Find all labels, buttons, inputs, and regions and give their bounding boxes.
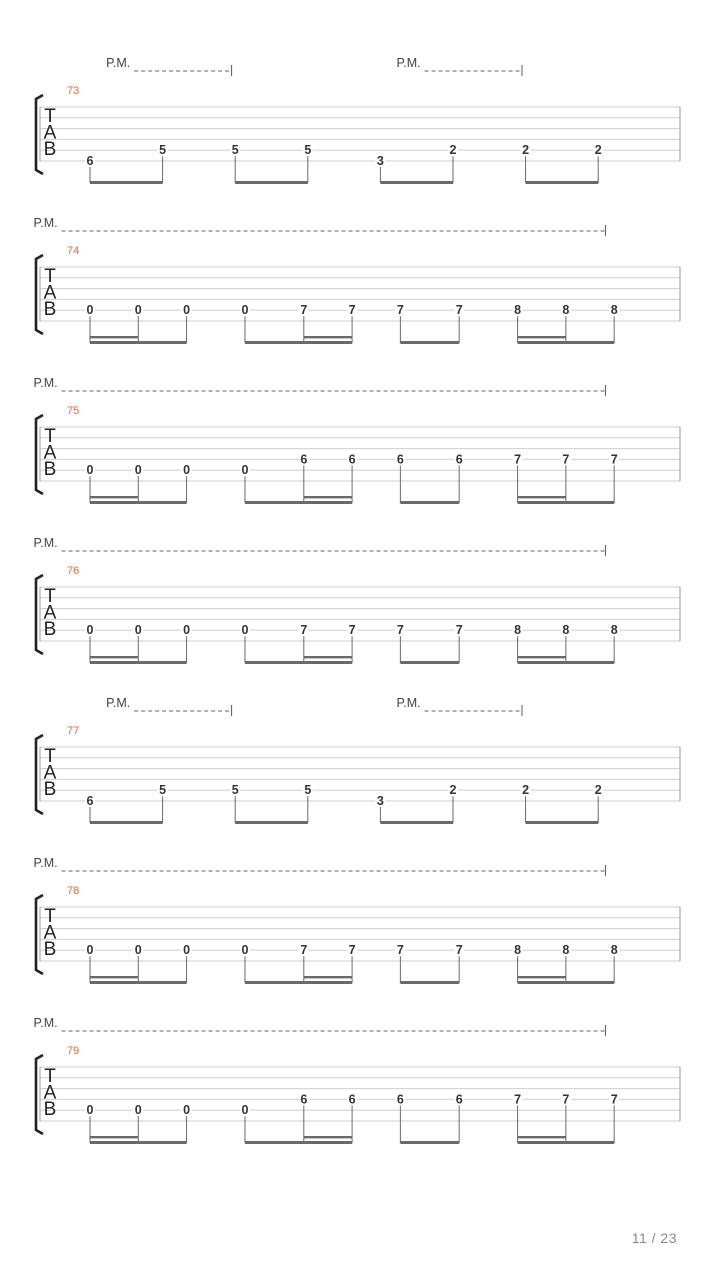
fret-number: 0 xyxy=(86,463,94,478)
beam xyxy=(518,661,615,664)
secondary-beam xyxy=(90,1136,138,1138)
beam xyxy=(526,181,599,184)
fret-number: 8 xyxy=(514,303,522,318)
tab-clef-letter: B xyxy=(43,779,57,800)
fret-number: 0 xyxy=(134,943,142,958)
fret-number: 0 xyxy=(183,623,191,638)
fret-number: 0 xyxy=(134,303,142,318)
tab-clef-letter: A xyxy=(43,122,57,144)
secondary-beam xyxy=(90,496,138,498)
fret-number: 0 xyxy=(241,463,249,478)
fret-number: 0 xyxy=(241,623,249,638)
tab-clef-letter: A xyxy=(43,922,57,944)
tab-clef-letter: T xyxy=(44,746,56,767)
beam xyxy=(518,981,615,984)
fret-number: 7 xyxy=(396,303,404,318)
fret-number: 6 xyxy=(86,154,94,168)
fret-number: 5 xyxy=(231,783,239,798)
secondary-beam xyxy=(518,656,566,658)
secondary-beam xyxy=(304,656,352,658)
secondary-beam xyxy=(518,1136,566,1138)
fret-number: 7 xyxy=(348,623,356,638)
fret-number: 8 xyxy=(514,623,522,638)
tab-clef-letter: T xyxy=(44,906,56,927)
fret-number: 7 xyxy=(348,303,356,318)
beam xyxy=(245,1141,352,1144)
measure-number: 76 xyxy=(67,565,80,577)
measure-number: 73 xyxy=(67,85,80,97)
fret-number: 0 xyxy=(241,303,249,318)
beam xyxy=(235,181,308,184)
fret-number: 7 xyxy=(455,303,463,318)
fret-number: 8 xyxy=(562,303,570,318)
beam xyxy=(90,821,163,824)
fret-number: 0 xyxy=(183,463,191,478)
tab-clef-letter: B xyxy=(43,1099,57,1120)
measure-number: 74 xyxy=(67,245,80,257)
palm-mute-label: P.M. xyxy=(33,536,58,550)
fret-number: 5 xyxy=(304,143,312,158)
beam xyxy=(245,341,352,344)
beam xyxy=(526,821,599,824)
palm-mute-label: P.M. xyxy=(33,376,58,390)
fret-number: 7 xyxy=(455,623,463,638)
palm-mute-label: P.M. xyxy=(33,856,58,870)
fret-number: 8 xyxy=(562,943,570,958)
fret-number: 6 xyxy=(86,794,94,808)
fret-number: 2 xyxy=(594,143,602,158)
fret-number: 5 xyxy=(304,783,312,798)
fret-number: 0 xyxy=(86,1103,94,1118)
secondary-beam xyxy=(518,496,566,498)
fret-number: 7 xyxy=(514,1092,522,1107)
fret-number: 7 xyxy=(562,452,570,467)
tab-clef-letter: A xyxy=(43,1082,57,1104)
fret-number: 7 xyxy=(300,303,308,318)
measure-number: 79 xyxy=(67,1045,80,1057)
fret-number: 0 xyxy=(241,1103,249,1118)
page-number: 11 / 23 xyxy=(631,1230,677,1246)
fret-number: 7 xyxy=(455,943,463,958)
beam xyxy=(518,341,615,344)
fret-number: 5 xyxy=(159,783,167,798)
palm-mute-label: P.M. xyxy=(106,696,131,710)
tab-clef-letter: B xyxy=(43,939,57,960)
palm-mute-label: P.M. xyxy=(396,56,421,70)
fret-number: 8 xyxy=(610,623,618,638)
beam xyxy=(400,661,459,664)
fret-number: 0 xyxy=(134,623,142,638)
fret-number: 6 xyxy=(455,1092,463,1107)
fret-number: 7 xyxy=(300,943,308,958)
secondary-beam xyxy=(304,496,352,498)
fret-number: 7 xyxy=(562,1092,570,1107)
fret-number: 2 xyxy=(449,783,457,798)
secondary-beam xyxy=(304,1136,352,1138)
fret-number: 6 xyxy=(348,452,356,467)
fret-number: 8 xyxy=(610,303,618,318)
fret-number: 2 xyxy=(594,783,602,798)
tab-clef-letter: T xyxy=(44,426,56,447)
beam xyxy=(235,821,308,824)
tab-clef-letter: B xyxy=(43,299,57,320)
beam xyxy=(90,181,163,184)
fret-number: 0 xyxy=(86,303,94,318)
fret-number: 6 xyxy=(348,1092,356,1107)
beam xyxy=(400,501,459,504)
fret-number: 7 xyxy=(396,623,404,638)
fret-number: 8 xyxy=(562,623,570,638)
fret-number: 6 xyxy=(396,1092,404,1107)
secondary-beam xyxy=(518,976,566,978)
fret-number: 7 xyxy=(348,943,356,958)
tab-clef-letter: A xyxy=(43,442,57,464)
fret-number: 6 xyxy=(455,452,463,467)
fret-number: 7 xyxy=(300,623,308,638)
tab-clef-letter: A xyxy=(43,762,57,784)
fret-number: 0 xyxy=(241,943,249,958)
fret-number: 7 xyxy=(396,943,404,958)
beam xyxy=(90,501,187,504)
tab-clef-letter: B xyxy=(43,459,57,480)
palm-mute-label: P.M. xyxy=(33,216,58,230)
beam xyxy=(90,661,187,664)
secondary-beam xyxy=(518,336,566,338)
fret-number: 6 xyxy=(396,452,404,467)
palm-mute-label: P.M. xyxy=(33,1016,58,1030)
fret-number: 0 xyxy=(183,943,191,958)
fret-number: 6 xyxy=(300,1092,308,1107)
fret-number: 8 xyxy=(610,943,618,958)
fret-number: 0 xyxy=(134,1103,142,1118)
measure-number: 77 xyxy=(67,725,80,737)
measure-number: 78 xyxy=(67,885,80,897)
fret-number: 2 xyxy=(449,143,457,158)
secondary-beam xyxy=(90,976,138,978)
beam xyxy=(400,981,459,984)
tab-clef-letter: A xyxy=(43,602,57,624)
beam xyxy=(90,341,187,344)
palm-mute-label: P.M. xyxy=(106,56,131,70)
secondary-beam xyxy=(90,336,138,338)
fret-number: 3 xyxy=(376,794,384,808)
palm-mute-label: P.M. xyxy=(396,696,421,710)
beam xyxy=(90,1141,187,1144)
fret-number: 8 xyxy=(514,943,522,958)
fret-number: 0 xyxy=(183,1103,191,1118)
tab-clef-letter: T xyxy=(44,1066,56,1087)
beam xyxy=(245,501,352,504)
fret-number: 6 xyxy=(300,452,308,467)
tab-clef-letter: T xyxy=(44,266,56,287)
fret-number: 2 xyxy=(522,143,530,158)
secondary-beam xyxy=(304,336,352,338)
fret-number: 0 xyxy=(183,303,191,318)
fret-number: 0 xyxy=(134,463,142,478)
tab-clef-letter: A xyxy=(43,282,57,304)
fret-number: 5 xyxy=(159,143,167,158)
fret-number: 2 xyxy=(522,783,530,798)
tab-clef-letter: B xyxy=(43,139,57,160)
fret-number: 7 xyxy=(610,1092,618,1107)
beam xyxy=(380,181,453,184)
beam xyxy=(380,821,453,824)
fret-number: 7 xyxy=(514,452,522,467)
beam xyxy=(518,501,615,504)
tab-clef-letter: T xyxy=(44,586,56,607)
secondary-beam xyxy=(90,656,138,658)
fret-number: 0 xyxy=(86,943,94,958)
measure-number: 75 xyxy=(67,405,80,417)
tab-clef-letter: B xyxy=(43,619,57,640)
beam xyxy=(245,661,352,664)
fret-number: 7 xyxy=(610,452,618,467)
beam xyxy=(90,981,187,984)
beam xyxy=(245,981,352,984)
fret-number: 5 xyxy=(231,143,239,158)
beam xyxy=(400,1141,459,1144)
beam xyxy=(518,1141,615,1144)
secondary-beam xyxy=(304,976,352,978)
fret-number: 0 xyxy=(86,623,94,638)
fret-number: 3 xyxy=(376,154,384,168)
tab-clef-letter: T xyxy=(44,106,56,127)
beam xyxy=(400,341,459,344)
